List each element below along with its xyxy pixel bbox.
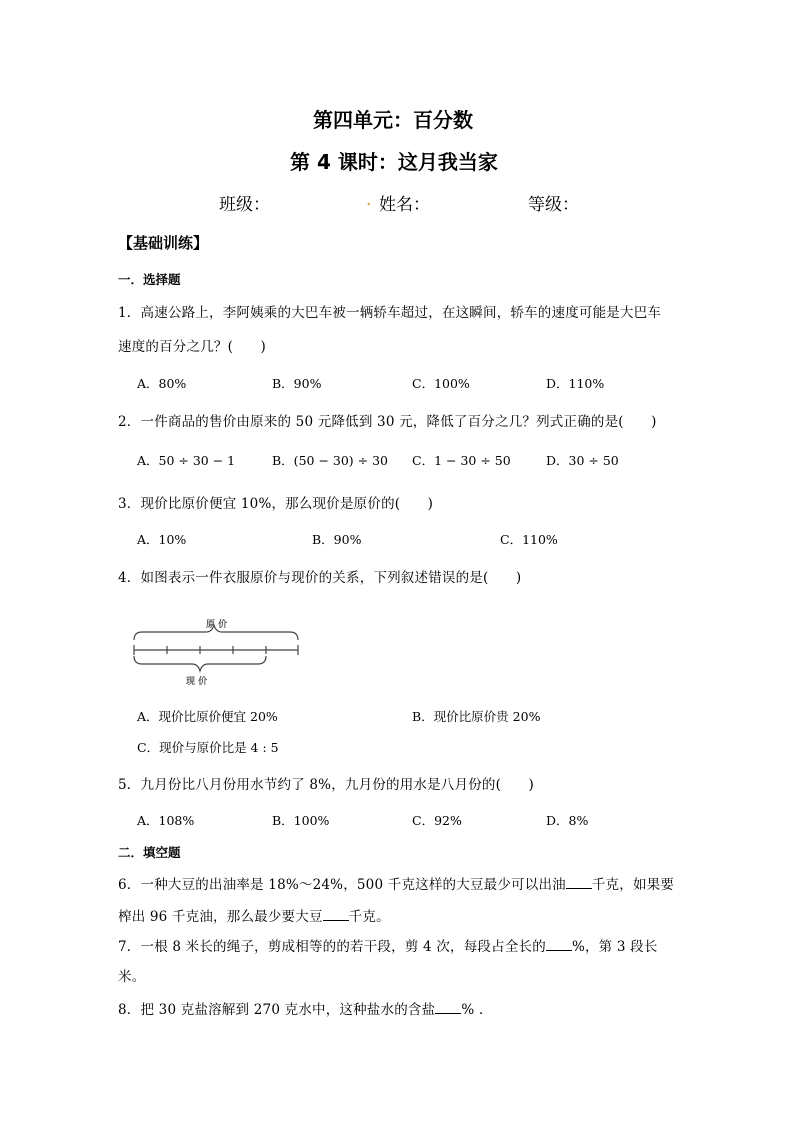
q7-line1 xyxy=(118,935,658,955)
q6-line2 xyxy=(118,905,390,925)
q7-text-b: %，第 3 段长 xyxy=(571,939,658,955)
section-heading: 【基础训练】 xyxy=(118,234,209,252)
q5-option-b: B．100% xyxy=(272,813,330,828)
q1-option-a: A．80% xyxy=(137,376,187,391)
q8-blank-1[interactable] xyxy=(435,1012,461,1014)
q1-line2: 速度的百分之几？( ) xyxy=(118,339,266,355)
lesson-title: 第 4 课时：这月我当家 xyxy=(290,150,498,174)
q1-option-b: B．90% xyxy=(272,376,322,391)
q6-text-b: 千克，如果要 xyxy=(591,877,675,893)
q6-text-c: 榨出 96 千克油，那么最少要大豆 xyxy=(118,909,323,925)
q4-option-c: C．现价与原价比是 4 : 5 xyxy=(137,740,279,755)
q2-option-a: A．50 ÷ 30 − 1 xyxy=(137,453,236,468)
dot-mark: . xyxy=(366,190,372,210)
q6-line1 xyxy=(118,873,674,893)
diagram-bottom-label: 现 价 xyxy=(186,677,208,687)
q2-option-c: C．1 − 30 ÷ 50 xyxy=(412,453,511,468)
price-bar-diagram xyxy=(130,616,302,690)
q5-line1: 5．九月份比八月份用水节约了 8%，九月份的用水是八月份的( ) xyxy=(118,777,534,793)
q2-option-b: B．(50 − 30) ÷ 30 xyxy=(272,453,388,468)
q5-option-c: C．92% xyxy=(412,813,462,828)
current-price-brace xyxy=(134,656,266,671)
q8-text-b: % . xyxy=(461,1002,484,1018)
q5-option-a: A．108% xyxy=(137,813,195,828)
q3-option-a: A．10% xyxy=(137,532,187,547)
q2-option-d: D．30 ÷ 50 xyxy=(546,453,619,468)
q8-text-a: 8．把 30 克盐溶解到 270 克水中，这种盐水的含盐 xyxy=(118,1002,436,1018)
q7-blank-1[interactable] xyxy=(546,949,572,951)
q7-text-a: 7．一根 8 米长的绳子，剪成相等的的若干段，剪 4 次，每段占全长的 xyxy=(118,939,546,955)
q1-option-d: D．110% xyxy=(546,376,605,391)
part2-heading: 二．填空题 xyxy=(118,845,181,860)
name-label: 姓名： xyxy=(379,195,430,215)
grade-label: 等级： xyxy=(528,195,579,215)
q1-option-c: C．100% xyxy=(412,376,470,391)
q6-text-d: 千克。 xyxy=(348,909,390,925)
q8-line1 xyxy=(118,998,483,1018)
diagram-top-label: 原 价 xyxy=(206,620,228,630)
q4-option-a: A．现价比原价便宜 20% xyxy=(137,709,278,724)
q7-line2: 米。 xyxy=(118,969,146,985)
part1-heading: 一．选择题 xyxy=(118,272,181,287)
q3-option-b: B．90% xyxy=(312,532,362,547)
q6-blank-1[interactable] xyxy=(566,887,592,889)
class-label: 班级： xyxy=(219,195,270,215)
q5-option-d: D．8% xyxy=(546,813,589,828)
q2-line1: 2．一件商品的售价由原来的 50 元降低到 30 元，降低了百分之几？列式正确的是( ) xyxy=(118,414,657,430)
q6-blank-2[interactable] xyxy=(323,919,349,921)
q3-option-c: C．110% xyxy=(500,532,558,547)
unit-title: 第四单元：百分数 xyxy=(313,108,473,132)
q1-line1: 1．高速公路上，李阿姨乘的大巴车被一辆轿车超过，在这瞬间，轿车的速度可能是大巴车 xyxy=(118,305,662,321)
q4-line1: 4．如图表示一件衣服原价与现价的关系，下列叙述错误的是( ) xyxy=(118,570,522,586)
q4-option-b: B．现价比原价贵 20% xyxy=(412,709,541,724)
q6-text-a: 6．一种大豆的出油率是 18%～24%，500 千克这样的大豆最少可以出油 xyxy=(118,877,566,893)
q3-line1: 3．现价比原价便宜 10%，那么现价是原价的( ) xyxy=(118,496,434,512)
